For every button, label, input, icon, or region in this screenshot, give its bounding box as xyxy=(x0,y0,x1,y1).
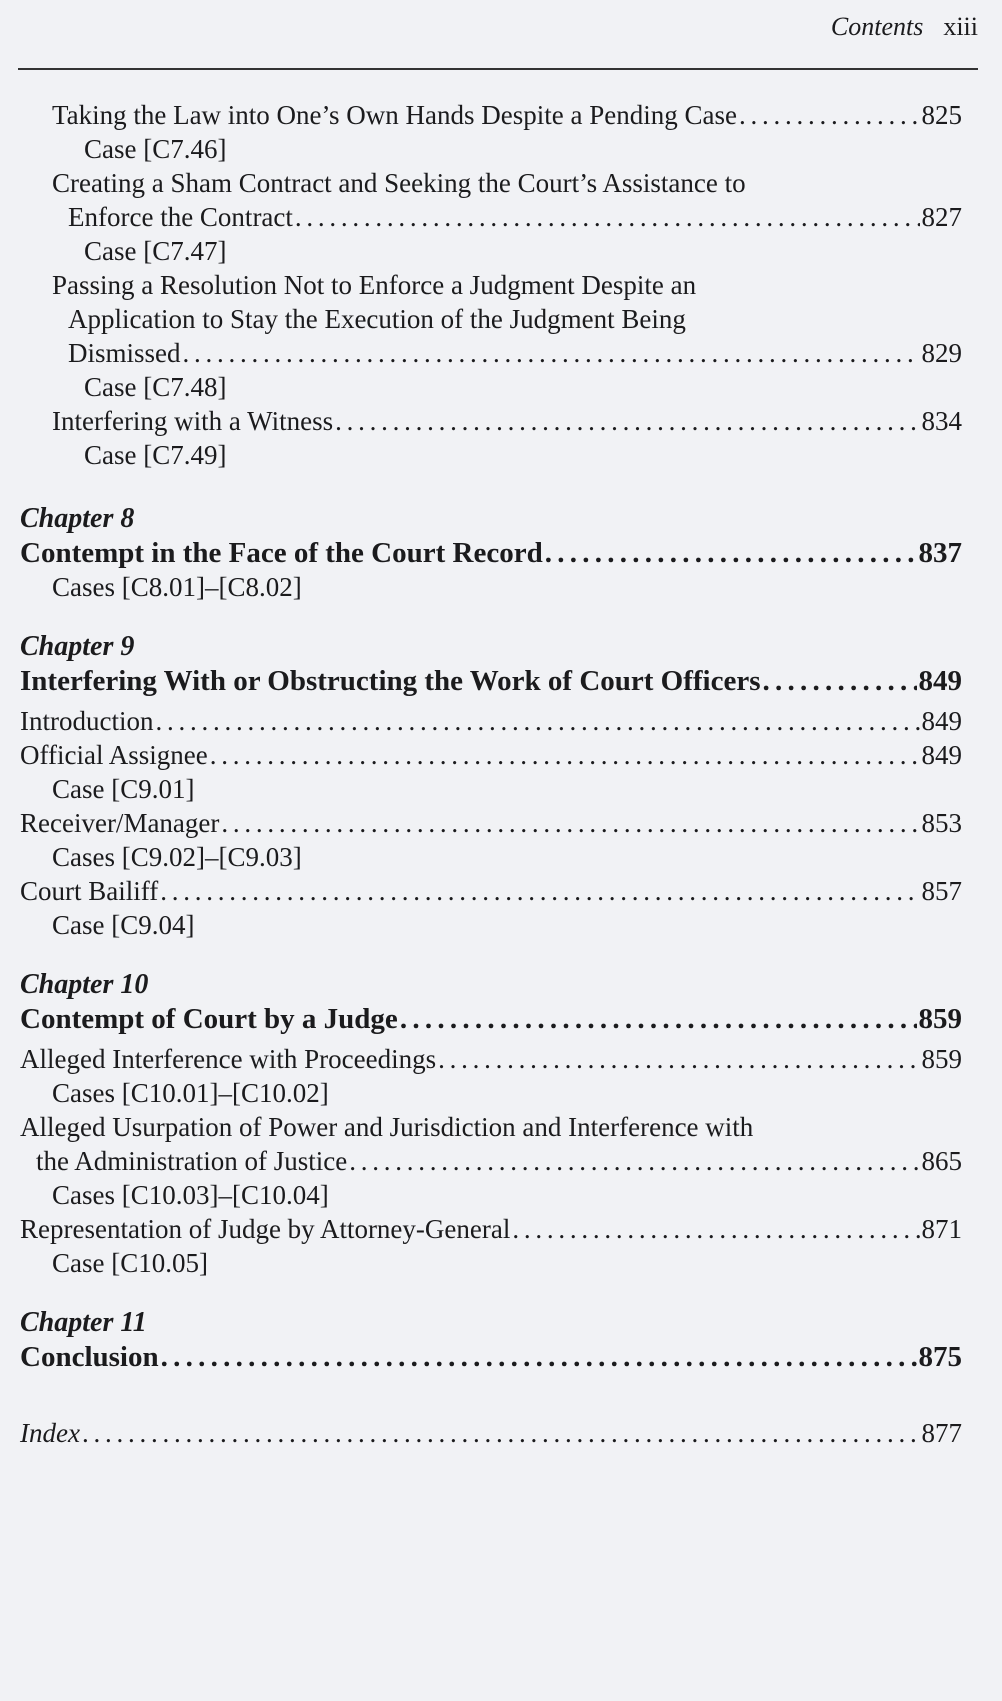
leader-dots xyxy=(739,98,920,132)
toc-entry-page: 853 xyxy=(921,808,962,838)
header-rule xyxy=(18,68,978,70)
toc-entry-page: 849 xyxy=(921,740,962,770)
leader-dots xyxy=(155,704,919,738)
toc-entry-page: 871 xyxy=(921,1214,962,1244)
toc-case-ref: Cases [C10.03]–[C10.04] xyxy=(52,1180,329,1210)
toc-case-ref: Cases [C8.01]–[C8.02] xyxy=(52,572,302,602)
chapter-title: Conclusion xyxy=(20,1341,159,1373)
toc-case-ref: Cases [C9.02]–[C9.03] xyxy=(52,842,302,872)
leader-dots xyxy=(400,1002,917,1036)
leader-dots xyxy=(438,1042,919,1076)
toc-case-ref: Case [C7.46] xyxy=(84,134,227,164)
running-head xyxy=(831,12,978,42)
index-entry[interactable] xyxy=(0,1416,962,1450)
toc-entry[interactable] xyxy=(0,874,962,908)
chapter-label: Chapter 11 xyxy=(20,1307,147,1338)
toc-entry[interactable] xyxy=(0,1212,962,1246)
toc-case-ref: Case [C7.47] xyxy=(84,236,227,266)
chapter-title: Contempt of Court by a Judge xyxy=(20,1003,398,1035)
toc-entry[interactable] xyxy=(0,704,962,738)
toc-entry[interactable] xyxy=(0,336,962,370)
leader-dots xyxy=(335,404,919,438)
toc-case-ref: Case [C9.04] xyxy=(52,910,195,940)
toc-entry-title: Official Assignee xyxy=(20,740,208,770)
toc-entry-page: 829 xyxy=(921,338,962,368)
toc-entry-page: 857 xyxy=(921,876,962,906)
toc-entry[interactable] xyxy=(0,1144,962,1178)
toc-entry-title: Introduction xyxy=(20,706,154,736)
toc-entry-page: 827 xyxy=(921,202,962,232)
chapter-title-entry[interactable] xyxy=(0,664,962,698)
chapter-label: Chapter 8 xyxy=(20,503,135,534)
toc-entry-page: 849 xyxy=(921,706,962,736)
toc-case-ref: Case [C7.48] xyxy=(84,372,227,402)
toc-entry-title: Alleged Interference with Proceedings xyxy=(20,1044,437,1074)
toc-entry-title: Court Bailiff xyxy=(20,876,159,906)
toc-case-ref: Case [C9.01] xyxy=(52,774,195,804)
chapter-title: Contempt in the Face of the Court Record xyxy=(20,537,543,569)
toc-entry-page: 865 xyxy=(921,1146,962,1176)
toc-entry-title-line[interactable]: Creating a Sham Contract and Seeking the Court’s Assistance to xyxy=(52,168,746,198)
toc-entry-page: 825 xyxy=(921,100,962,130)
toc-entry-title: Interfering with a Witness xyxy=(52,406,334,436)
leader-dots xyxy=(763,664,917,698)
chapter-title-entry[interactable] xyxy=(0,536,962,570)
chapter-title: Interfering With or Obstructing the Work of Court Officers xyxy=(20,665,761,697)
leader-dots xyxy=(161,1340,917,1374)
running-head-page-number: xiii xyxy=(943,12,978,41)
chapter-label: Chapter 10 xyxy=(20,969,149,1000)
leader-dots xyxy=(545,536,917,570)
leader-dots xyxy=(82,1416,920,1450)
leader-dots xyxy=(160,874,919,908)
toc-entry-title: Receiver/Manager xyxy=(20,808,220,838)
index-title: Index xyxy=(20,1418,80,1448)
toc-case-ref: Case [C7.49] xyxy=(84,440,227,470)
chapter-page: 849 xyxy=(918,665,962,697)
leader-dots xyxy=(295,200,920,234)
toc-entry-title: Taking the Law into One’s Own Hands Despite a Pending Case xyxy=(52,100,737,130)
index-page: 877 xyxy=(921,1418,962,1448)
toc-entry[interactable] xyxy=(0,738,962,772)
toc-entry-page: 834 xyxy=(921,406,962,436)
chapter-page: 859 xyxy=(918,1003,962,1035)
toc-entry[interactable] xyxy=(0,200,962,234)
toc-entry-title-line[interactable]: Application to Stay the Execution of the Judgment Being xyxy=(68,304,686,334)
toc-entry-title: the Administration of Justice xyxy=(36,1146,348,1176)
chapter-label: Chapter 9 xyxy=(20,631,135,662)
toc-case-ref: Cases [C10.01]–[C10.02] xyxy=(52,1078,329,1108)
chapter-title-entry[interactable] xyxy=(0,1002,962,1036)
toc-entry-title: Dismissed xyxy=(68,338,181,368)
chapter-page: 837 xyxy=(918,537,962,569)
leader-dots xyxy=(183,336,920,370)
chapter-page: 875 xyxy=(918,1341,962,1373)
running-head-section: Contents xyxy=(830,12,924,41)
toc-case-ref: Case [C10.05] xyxy=(52,1248,208,1278)
toc-entry-title: Representation of Judge by Attorney-General xyxy=(20,1214,511,1244)
toc-entry[interactable] xyxy=(0,1042,962,1076)
toc-entry[interactable] xyxy=(0,98,962,132)
chapter-title-entry[interactable] xyxy=(0,1340,962,1374)
leader-dots xyxy=(349,1144,919,1178)
toc-entry-title: Enforce the Contract xyxy=(68,202,293,232)
leader-dots xyxy=(210,738,920,772)
toc-entry-title-line[interactable]: Alleged Usurpation of Power and Jurisdiction and Interference with xyxy=(20,1112,754,1142)
toc-entry-title-line[interactable]: Passing a Resolution Not to Enforce a Judgment Despite an xyxy=(52,270,697,300)
leader-dots xyxy=(221,806,919,840)
table-of-contents xyxy=(0,98,962,1450)
toc-entry[interactable] xyxy=(0,806,962,840)
toc-entry-page: 859 xyxy=(921,1044,962,1074)
leader-dots xyxy=(512,1212,919,1246)
toc-entry[interactable] xyxy=(0,404,962,438)
